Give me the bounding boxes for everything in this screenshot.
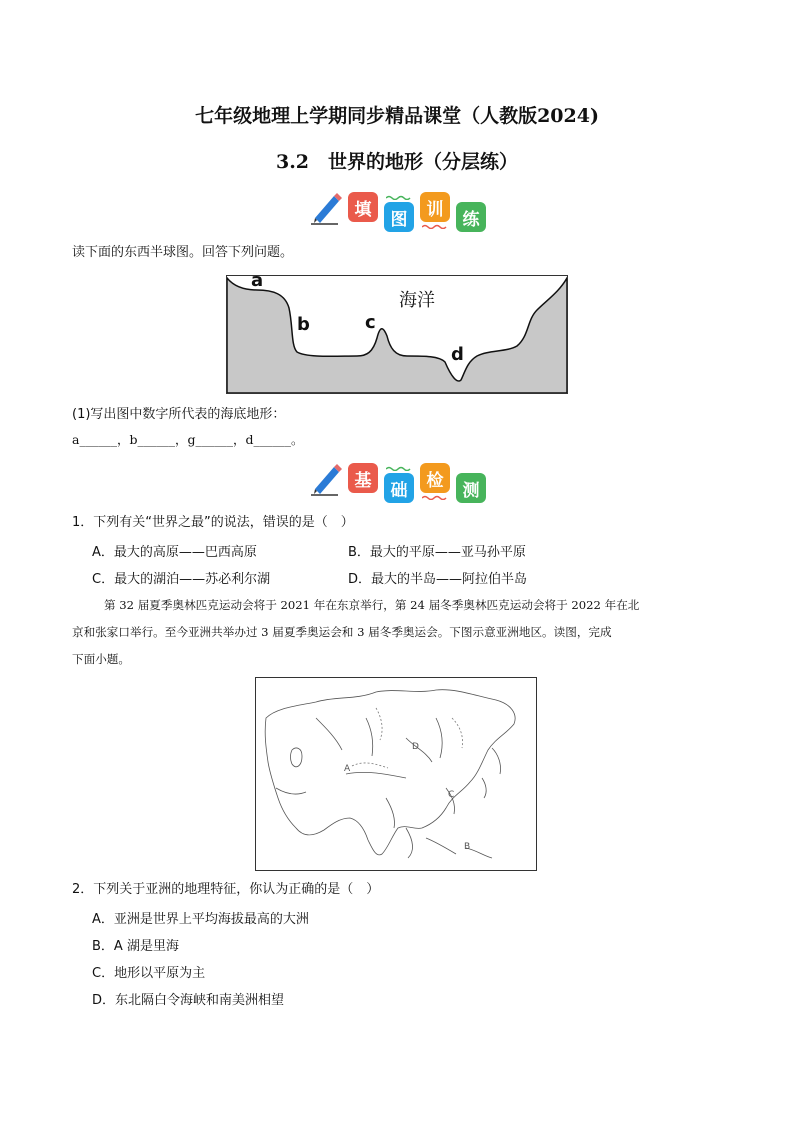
map-label-d: D xyxy=(412,742,419,752)
section1-question: (1)写出图中数字所代表的海底地形： xyxy=(72,407,286,422)
badge-check: 检 xyxy=(420,463,450,493)
badge-row-basic-test xyxy=(0,461,794,503)
q1-option-a[interactable]: A．最大的高原——巴西高原 xyxy=(92,545,257,560)
label-c: c xyxy=(365,312,376,333)
q1-option-d[interactable]: D．最大的半岛——阿拉伯半岛 xyxy=(348,572,528,587)
page-subtitle: 3.2 世界的地形（分层练） xyxy=(275,151,519,173)
q1-stem: 1．下列有关“世界之最”的说法，错误的是（ ） xyxy=(72,515,354,530)
badge-train: 训 xyxy=(420,192,450,222)
asia-map-outline xyxy=(256,678,536,870)
label-b: b xyxy=(297,314,310,335)
badge-basic: 基 xyxy=(348,463,378,493)
passage-line-2: 京和张家口举行。至今亚洲共举办过 3 届夏季奥运会和 3 届冬季奥运会。下图示意亚洲地区。读图，完成 xyxy=(72,625,612,639)
badge-foundation: 础 xyxy=(384,473,414,503)
ocean-label: 海洋 xyxy=(399,290,435,311)
badge-practice: 练 xyxy=(456,202,486,232)
ocean-floor-profile xyxy=(227,276,567,393)
q2-stem: 2．下列关于亚洲的地理特征，你认为正确的是（ ） xyxy=(72,882,380,897)
asia-map xyxy=(255,677,537,871)
map-label-c: C xyxy=(448,790,455,800)
passage-line-1: 第 32 届夏季奥林匹克运动会将于 2021 年在东京举行，第 24 届冬季奥林匹克运动会将于 2022 年在北 xyxy=(104,598,640,612)
q1-option-c[interactable]: C．最大的湖泊——苏必利尔湖 xyxy=(92,572,271,587)
pencil-icon xyxy=(308,461,342,497)
q2-option-b[interactable]: B．A 湖是里海 xyxy=(92,939,179,954)
map-label-a: A xyxy=(344,764,351,774)
q1-option-b[interactable]: B．最大的平原——亚马孙平原 xyxy=(348,545,526,560)
label-d: d xyxy=(451,344,464,365)
section1-intro: 读下面的东西半球图。回答下列问题。 xyxy=(72,245,294,260)
q2-option-d[interactable]: D．东北隔白令海峡和南美洲相望 xyxy=(92,993,285,1008)
badge-row-fill-map xyxy=(0,190,794,232)
q2-option-c[interactable]: C．地形以平原为主 xyxy=(92,966,206,981)
section1-blanks: a______，b______，g______，d______。 xyxy=(72,432,304,447)
badge-map: 图 xyxy=(384,202,414,232)
q2-option-a[interactable]: A．亚洲是世界上平均海拔最高的大洲 xyxy=(92,912,309,927)
badge-fill: 填 xyxy=(348,192,378,222)
label-a: a xyxy=(251,270,264,291)
passage-line-3: 下面小题。 xyxy=(72,652,130,666)
map-label-b: B xyxy=(464,842,471,852)
badge-test: 测 xyxy=(456,473,486,503)
page-title: 七年级地理上学期同步精品课堂（人教版2024) xyxy=(195,105,599,127)
ocean-floor-figure xyxy=(226,270,568,394)
pencil-icon xyxy=(308,190,342,226)
